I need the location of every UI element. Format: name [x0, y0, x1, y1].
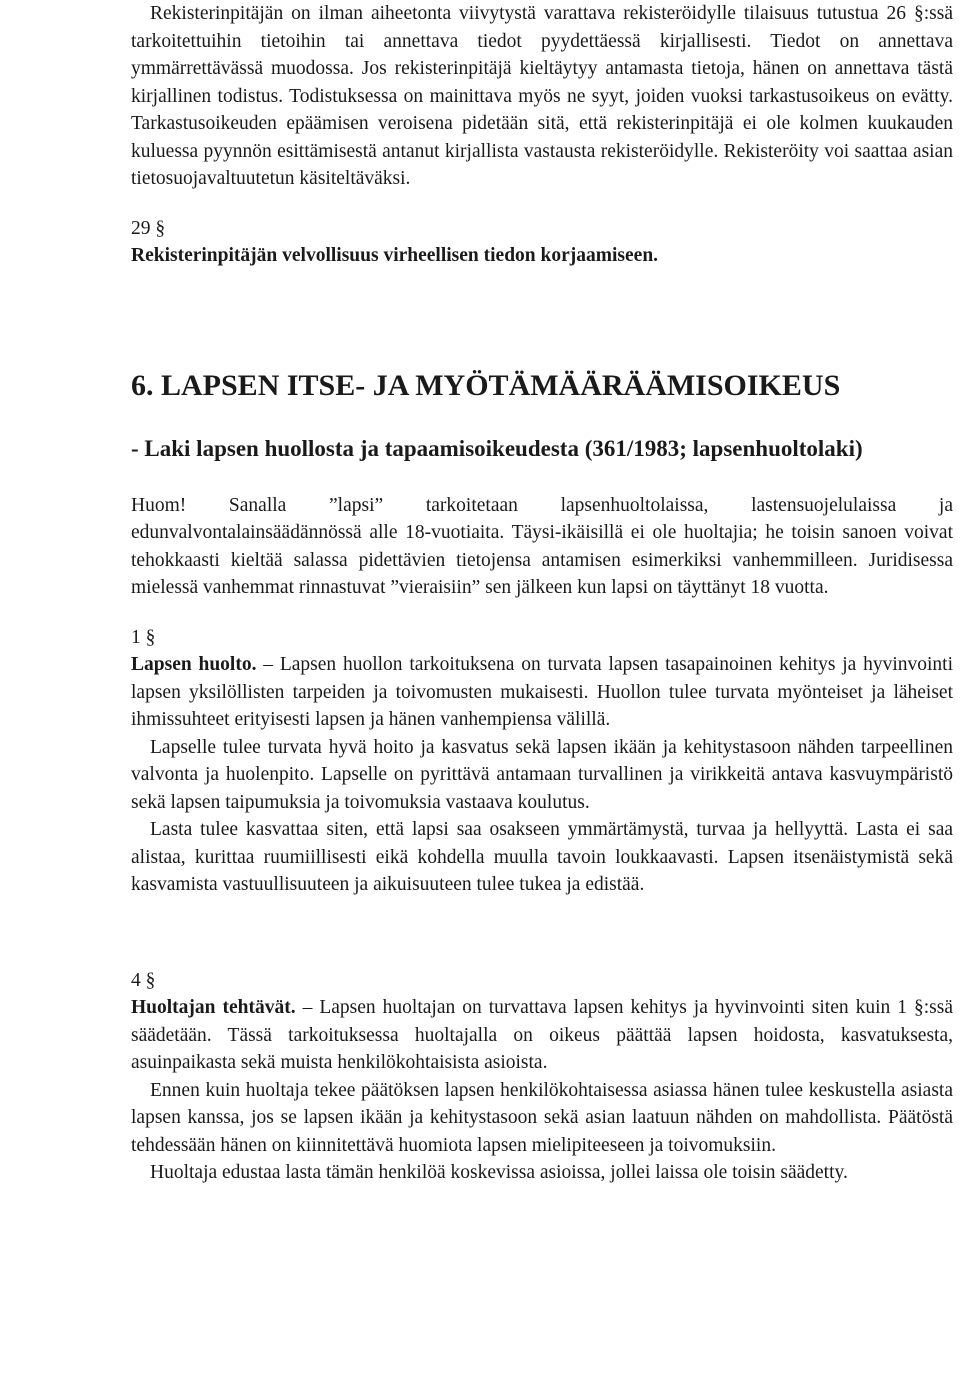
spacer — [131, 404, 953, 434]
section-4-text: – Lapsen huoltajan on turvattava lapsen kehitys ja hyvinvointi siten kuin 1 §:ssä säädetään. Tässä tarkoituksessa huoltajalla on oikeus päättää lapsen hoidosta, kasvatuksesta, asuinpaikasta sekä muista henkilökohtaisista asioista. — [131, 997, 953, 1073]
section-4-paragraph-3: Huoltaja edustaa lasta tämän henkilöä koskevissa asioissa, jollei laissa ole toisin säädetty. — [150, 1162, 848, 1183]
section-4-lead: Huoltajan tehtävät. — [131, 997, 296, 1018]
spacer — [131, 464, 953, 492]
spacer — [131, 270, 953, 368]
section-1-paragraph-3: Lasta tulee kasvattaa siten, että lapsi saa osakseen ymmärtämystä, turvaa ja hellyyttä. Lasta ei saa alistaa, kurittaa ruumiillisesti eikä kohdella muulla tavoin loukkaavasti. Lapsen itsenäistymistä sekä kasvamista vastuullisuuteen ja aikuisuuteen tulee tukea ja edistää. — [131, 819, 953, 895]
spacer — [131, 899, 953, 967]
spacer — [131, 602, 953, 624]
section-29-title: Rekisterinpitäjän velvollisuus virheellisen tiedon korjaamiseen. — [131, 245, 659, 266]
spacer — [131, 193, 953, 215]
note-paragraph: Huom! Sanalla ”lapsi” tarkoitetaan lapsenhuoltolaissa, lastensuojelulaissa ja edunvalvontalainsäädännössä alle 18-vuotiaita. Täysi-ikäisillä ei ole huoltajia; he toisin sanoen voivat tehokkaasti kieltää salassa pidettävien tietojensa antamisen esimerkiksi vanhemmilleen. Juridisessa mielessä vanhemmat rinnastuvat ”vieraisiin” sen jälkeen kun lapsi on täyttänyt 18 vuotta. — [131, 494, 953, 598]
section-1-number: 1 § — [131, 626, 156, 648]
section-4-paragraph-2: Ennen kuin huoltaja tekee päätöksen lapsen henkilökohtaisessa asiassa hänen tulee keskustella asiasta lapsen kanssa, jos se lapsen ikään ja kehitystasoon sekä asian laatuun nähden on mahdollista. Päätöstä tehdessään hänen on kiinnitettävä huomiota lapsen mielipiteeseen ja toivomuksiin. — [131, 1079, 953, 1156]
section-29-number: 29 § — [131, 217, 166, 239]
law-heading: - Laki lapsen huollosta ja tapaamisoikeudesta (361/1983; lapsenhuoltolaki) — [131, 435, 863, 461]
section-4-number: 4 § — [131, 969, 156, 991]
section-1-paragraph-2: Lapselle tulee turvata hyvä hoito ja kasvatus sekä lapsen ikään ja kehitystasoon nähden tarpeellinen valvonta ja huolenpito. Lapselle on pyrittävä antamaan turvallinen ja virikkeitä antava kasvuympäristö sekä lapsen taipumuksia ja toivomuksia vastaava koulutus. — [131, 736, 953, 813]
intro-paragraph: Rekisterinpitäjän on ilman aiheetonta viivytystä varattava rekisteröidylle tilaisuus tutustua 26 §:ssä tarkoitettuihin tietoihin tai annettava tiedot pyydettäessä kirjallisesti. Tiedot on annettava ymmärrettävässä muodossa. Jos rekisterinpitäjä kieltäytyy antamasta tietoja, hänen on annettava tästä kirjallinen todistus. Todistuksessa on mainittava myös ne syyt, joiden vuoksi tarkastusoikeus on evätty. Tarkastusoikeuden epäämisen veroisena pidetään sitä, että rekisterinpitäjä ei ole kolmen kuukauden kuluessa pyynnön esittämisestä antanut kirjallista vastausta rekisteröidylle. Rekisteröity voi saattaa asian tietosuojavaltuutetun käsiteltäväksi. — [131, 3, 953, 189]
document-page — [131, 0, 953, 1187]
section-4-paragraph-1 — [131, 994, 953, 1077]
section-1-text: – Lapsen huollon tarkoituksena on turvata lapsen tasapainoinen kehitys ja hyvinvointi lapsen yksilöllisten tarpeiden ja toivomusten mukaisesti. Huollon tulee turvata myönteiset ja läheiset ihmissuhteet erityisesti lapsen ja hänen vanhempiensa välillä. — [131, 654, 954, 730]
chapter-title: 6. LAPSEN ITSE- JA MYÖTÄMÄÄRÄÄMISOIKEUS — [131, 368, 841, 402]
section-1-lead: Lapsen huolto. — [131, 654, 257, 675]
section-1-paragraph-1 — [131, 651, 953, 734]
